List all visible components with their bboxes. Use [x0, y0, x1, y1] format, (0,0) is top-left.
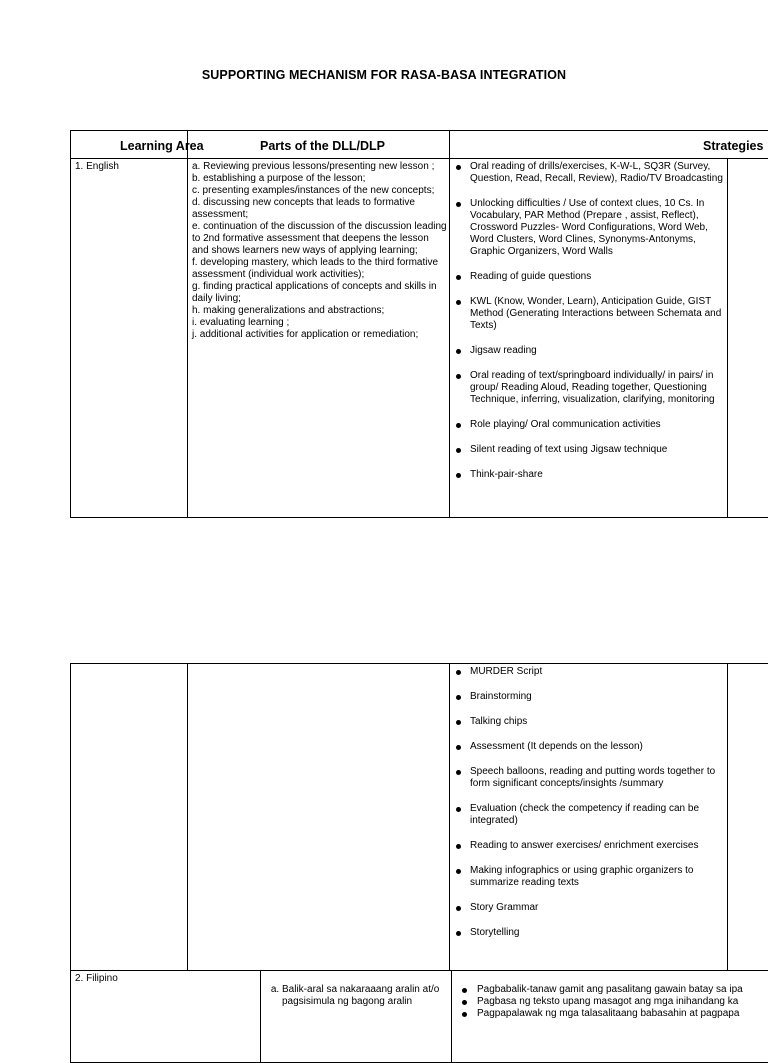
strategy-item: Pagbasa ng teksto upang masagot ang mga inihandang ka — [461, 996, 768, 1008]
strategy-item: Think-pair-share — [455, 469, 723, 481]
document-title: SUPPORTING MECHANISM FOR RASA-BASA INTEGRATION — [201, 68, 567, 82]
column-divider — [727, 158, 728, 517]
strategy-item: Brainstorming — [455, 691, 723, 703]
learning-area-filipino: 2. Filipino — [75, 973, 118, 984]
filipino-strategies-list — [461, 984, 768, 1020]
strategy-item: Silent reading of text using Jigsaw technique — [455, 444, 723, 456]
row-divider — [71, 970, 768, 971]
strategy-item: KWL (Know, Wonder, Learn), Anticipation Guide, GIST Method (Generating Interactions between Schemata and Texts) — [455, 296, 723, 332]
learning-area-english: 1. English — [75, 161, 119, 172]
parts-item: g. finding practical applications of concepts and skills in daily living; — [192, 281, 437, 304]
header-divider — [71, 158, 768, 159]
strategy-item: Role playing/ Oral communication activities — [455, 419, 723, 431]
column-divider — [727, 664, 728, 970]
strategy-item: Reading of guide questions — [455, 271, 723, 283]
parts-item: c. presenting examples/instances of the new concepts; — [192, 185, 435, 196]
strategy-item: Evaluation (check the competency if reading can be integrated) — [455, 803, 723, 827]
strategy-table — [70, 130, 768, 518]
strategy-item: Talking chips — [455, 716, 723, 728]
filipino-parts-list — [266, 984, 446, 1008]
strategy-item: Pagpapalawak ng mga talasalitaang babasahin at pagpapa — [461, 1008, 768, 1020]
strategy-item: Story Grammar — [455, 902, 723, 914]
parts-item: i. evaluating learning ; — [192, 317, 290, 328]
strategy-item: Oral reading of drills/exercises, K-W-L, SQ3R (Survey, Question, Read, Recall, Review), Radio/TV Broadcasting — [455, 161, 723, 185]
header-parts: Parts of the DLL/DLP — [260, 139, 386, 153]
header-learning-area: Learning Area — [120, 139, 204, 153]
column-divider — [449, 131, 450, 517]
parts-item: d. discussing new concepts that leads to formative assessment; — [192, 197, 415, 220]
parts-item: a. Balik-aral sa nakaraaang aralin at/o pagsisimula ng bagong aralin — [282, 984, 446, 1008]
parts-item: e. continuation of the discussion of the discussion leading to 2nd formative assessment that deepens the lesson and shows learners new ways of applying learning; — [192, 221, 447, 256]
parts-item: f. developing mastery, which leads to the third formative assessment (individual work activities); — [192, 257, 439, 280]
parts-item: b. establishing a purpose of the lesson; — [192, 173, 366, 184]
parts-item: h. making generalizations and abstractions; — [192, 305, 385, 316]
column-divider — [449, 664, 450, 970]
parts-item: j. additional activities for application or remediation; — [192, 329, 419, 340]
parts-item: a. Reviewing previous lessons/presenting new lesson ; — [192, 161, 435, 172]
strategy-table-continued — [70, 663, 768, 1063]
header-strategies: Strategies — [703, 139, 764, 153]
strategy-item: Assessment (It depends on the lesson) — [455, 741, 723, 753]
strategy-item: Speech balloons, reading and putting words together to form significant concepts/insights /summary — [455, 766, 723, 790]
strategy-item: Unlocking difficulties / Use of context clues, 10 Cs. In Vocabulary, PAR Method (Prepare , assist, Reflect), Crossword Puzzles- Word Configurations, Word Web, Word Clusters, Word Clines, Synonyms-Antonyms, Graphic Organizers, Word Walls — [455, 198, 723, 258]
column-divider — [187, 664, 188, 970]
parts-list — [192, 161, 448, 341]
strategy-item: MURDER Script — [455, 666, 723, 678]
strategy-item: Reading to answer exercises/ enrichment exercises — [455, 840, 723, 852]
strategy-item: Making infographics or using graphic organizers to summarize reading texts — [455, 865, 723, 889]
column-divider — [260, 970, 261, 1062]
strategy-item: Pagbabalik-tanaw gamit ang pasalitang gawain batay sa ipa — [461, 984, 768, 996]
strategies-list — [455, 161, 723, 481]
strategies-list-continued — [455, 666, 723, 939]
column-divider — [187, 131, 188, 517]
column-divider — [451, 970, 452, 1062]
strategy-item: Storytelling — [455, 927, 723, 939]
strategy-item: Jigsaw reading — [455, 345, 723, 357]
strategy-item: Oral reading of text/springboard individually/ in pairs/ in group/ Reading Aloud, Reading together, Questioning Technique, inferring, visualization, clarifying, monitoring — [455, 370, 723, 406]
